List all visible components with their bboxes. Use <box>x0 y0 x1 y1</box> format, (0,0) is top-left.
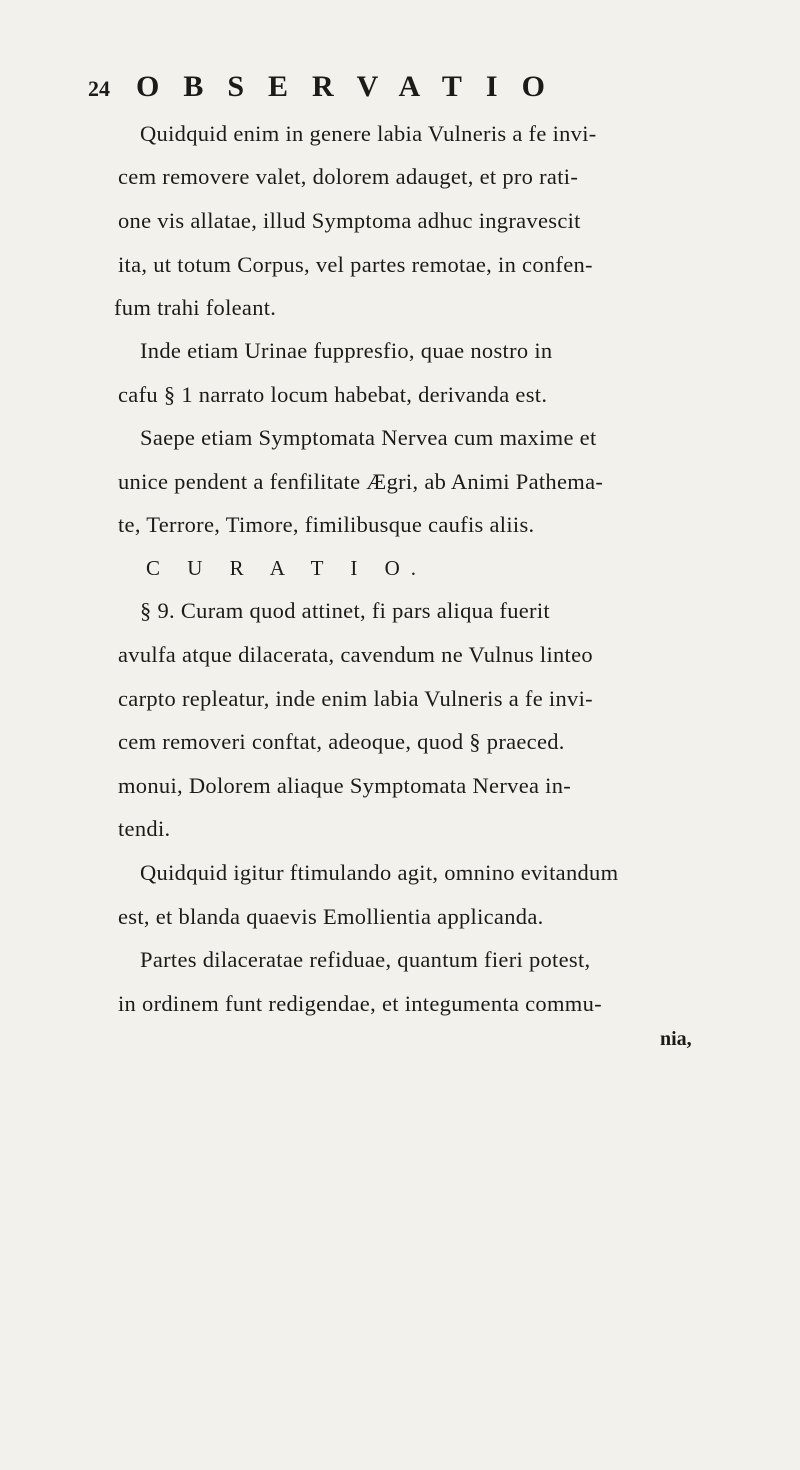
text-line: one vis allatae, illud Symptoma adhuc ingravescit <box>118 208 581 233</box>
text-line: ita, ut totum Corpus, vel partes remotae, in confen- <box>118 252 593 277</box>
text-line: cem removeri conftat, adeoque, quod § praeced. <box>118 729 565 754</box>
text-line: Saepe etiam Symptomata Nervea cum maxime et <box>140 425 597 450</box>
text-line: cem removere valet, dolorem adauget, et pro rati- <box>118 164 579 189</box>
text-line: monui, Dolorem aliaque Symptomata Nervea in- <box>118 773 572 798</box>
text-line: Inde etiam Urinae fuppresfio, quae nostro in <box>140 338 553 363</box>
text-line: § 9. Curam quod attinet, fi pars aliqua fuerit <box>140 598 550 623</box>
text-line: carpto repleatur, inde enim labia Vulneris a fe invi- <box>118 686 593 711</box>
text-line: cafu § 1 narrato locum habebat, derivanda est. <box>118 382 548 407</box>
section-heading: C U R A T I O. <box>146 556 428 580</box>
text-line: unice pendent a fenfilitate Ægri, ab Animi Pathema- <box>118 469 604 494</box>
text-line: Partes dilaceratae refiduae, quantum fieri potest, <box>140 947 591 972</box>
running-title: OBSERVATIO <box>136 70 569 103</box>
page-header <box>88 70 708 110</box>
text-line: in ordinem funt redigendae, et integumenta commu- <box>118 991 602 1016</box>
text-line: est, et blanda quaevis Emollientia applicanda. <box>118 904 544 929</box>
catchword: nia, <box>660 1028 692 1050</box>
page-number: 24 <box>88 76 110 101</box>
text-line: Quidquid enim in genere labia Vulneris a fe invi- <box>140 121 597 146</box>
text-line: fum trahi foleant. <box>114 295 277 320</box>
text-line: Quidquid igitur ftimulando agit, omnino evitandum <box>140 860 619 885</box>
text-line: te, Terrore, Timore, fimilibusque caufis aliis. <box>118 512 535 537</box>
text-line: tendi. <box>118 816 171 841</box>
text-line: avulfa atque dilacerata, cavendum ne Vulnus linteo <box>118 642 593 667</box>
